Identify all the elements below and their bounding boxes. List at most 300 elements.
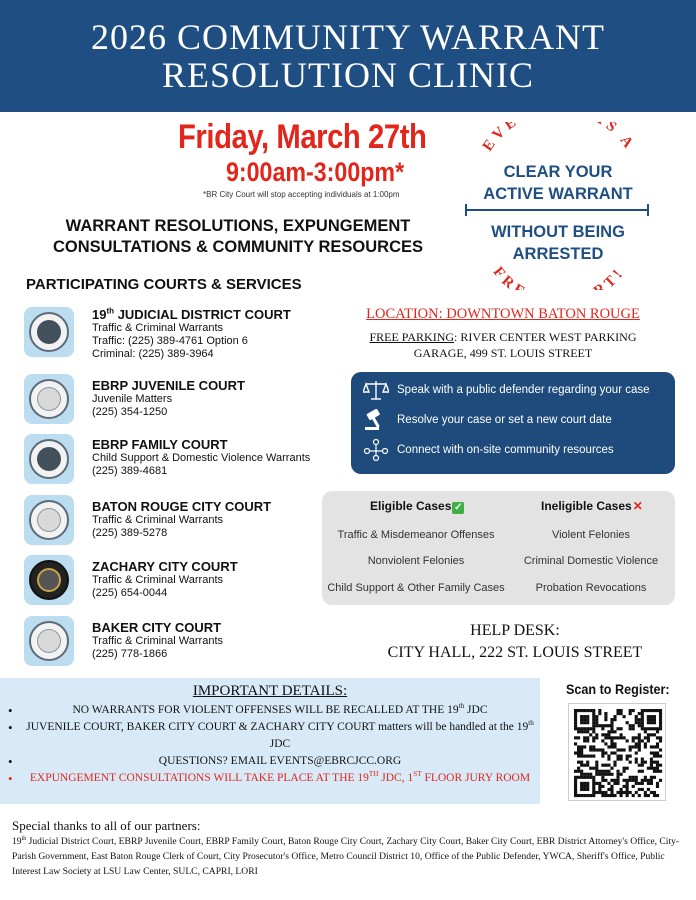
detail-item: • NO WARRANTS FOR VIOLENT OFFENSES WILL BE RECALLED AT THE 19th JDC xyxy=(8,702,534,719)
qr-module xyxy=(641,782,644,785)
details-list xyxy=(8,702,534,787)
zachary-seal-icon xyxy=(24,555,74,605)
qr-module xyxy=(589,745,592,748)
location-title: LOCATION: DOWNTOWN BATON ROUGE xyxy=(366,306,640,322)
qr-module xyxy=(620,727,623,730)
gavel-icon xyxy=(361,408,391,432)
qr-module xyxy=(616,712,619,715)
qr-module xyxy=(620,773,623,776)
qr-module xyxy=(632,794,635,797)
qr-module xyxy=(592,755,595,758)
help-desk-address: CITY HALL, 222 ST. LOUIS STREET xyxy=(387,644,643,661)
qr-module xyxy=(650,751,653,754)
court-phone: (225) 654-0044 xyxy=(92,587,168,599)
qr-module xyxy=(574,791,577,794)
qr-module xyxy=(583,764,586,767)
qr-module xyxy=(613,736,616,739)
ineligible-case: Criminal Domestic Violence xyxy=(523,555,659,567)
cases-panel xyxy=(322,491,675,605)
court-line: Traffic & Criminal Warrants xyxy=(92,514,224,526)
courts-heading: PARTICIPATING COURTS & SERVICES xyxy=(26,276,302,293)
qr-module xyxy=(610,730,613,733)
qr-module xyxy=(586,755,589,758)
qr-module xyxy=(656,770,659,773)
ineligible-case: Violent Felonies xyxy=(551,529,631,541)
qr-module xyxy=(629,727,632,730)
qr-module xyxy=(610,718,613,721)
qr-module xyxy=(644,742,647,745)
qr-module xyxy=(595,736,598,739)
qr-module xyxy=(604,733,607,736)
qr-module xyxy=(598,724,601,727)
qr-module xyxy=(613,730,616,733)
qr-module xyxy=(580,755,583,758)
badge-arc-bottom: FR RT! xyxy=(489,264,629,290)
qr-module xyxy=(586,739,589,742)
qr-module xyxy=(574,776,577,779)
service-item: Speak with a public defender regarding your case xyxy=(361,378,650,402)
qr-module xyxy=(623,748,626,751)
qr-module xyxy=(623,736,626,739)
qr-module xyxy=(632,776,635,779)
qr-module xyxy=(626,794,629,797)
qr-module xyxy=(580,727,583,730)
qr-module xyxy=(607,733,610,736)
qr-module xyxy=(656,767,659,770)
court-line: Traffic & Criminal Warrants xyxy=(92,322,224,334)
qr-module xyxy=(574,742,577,745)
qr-module xyxy=(656,742,659,745)
qr-module xyxy=(644,727,647,730)
qr-module xyxy=(626,758,629,761)
qr-module xyxy=(592,748,595,751)
qr-module xyxy=(574,785,577,788)
qr-module xyxy=(610,739,613,742)
qr-module xyxy=(653,709,656,712)
qr-module xyxy=(638,739,641,742)
qr-module xyxy=(586,785,589,788)
qr-module xyxy=(583,727,586,730)
qr-module xyxy=(586,773,589,776)
qr-module xyxy=(629,712,632,715)
qr-module xyxy=(610,788,613,791)
qr-module xyxy=(577,736,580,739)
qr-module xyxy=(601,776,604,779)
qr-module xyxy=(659,755,662,758)
qr-module xyxy=(574,751,577,754)
qr-module xyxy=(635,721,638,724)
services-headline xyxy=(18,216,458,258)
parking-info: FREE PARKING: RIVER CENTER WEST PARKING GARAGE, 499 ST. LOUIS STREET xyxy=(369,330,637,360)
qr-module xyxy=(653,745,656,748)
qr-module xyxy=(589,755,592,758)
qr-module xyxy=(610,721,613,724)
qr-module xyxy=(659,770,662,773)
qr-module xyxy=(574,724,577,727)
service-item: Connect with on-site community resources xyxy=(361,438,614,462)
qr-module xyxy=(610,745,613,748)
qr-module xyxy=(641,727,644,730)
qr-module xyxy=(644,761,647,764)
qr-module xyxy=(592,721,595,724)
qr-module xyxy=(653,761,656,764)
qr-module xyxy=(607,764,610,767)
qr-module xyxy=(604,715,607,718)
green-check-icon: ✓ xyxy=(454,502,463,513)
qr-module xyxy=(629,779,632,782)
qr-module xyxy=(653,721,656,724)
qr-module xyxy=(653,755,656,758)
qr-module xyxy=(644,791,647,794)
qr-module xyxy=(656,782,659,785)
qr-module xyxy=(620,788,623,791)
qr-module xyxy=(626,767,629,770)
qr-module xyxy=(580,718,583,721)
qr-module xyxy=(595,761,598,764)
qr-module xyxy=(647,736,650,739)
qr-module xyxy=(638,745,641,748)
qr-module xyxy=(616,791,619,794)
qr-module xyxy=(635,745,638,748)
qr-module xyxy=(644,794,647,797)
qr-module xyxy=(653,718,656,721)
qr-module xyxy=(638,733,641,736)
qr-module xyxy=(595,791,598,794)
qr-module xyxy=(586,718,589,721)
qr-module xyxy=(574,709,577,712)
qr-module xyxy=(577,730,580,733)
detail-item-email: • QUESTIONS? EMAIL EVENTS@EBRCJCC.ORG xyxy=(8,753,534,770)
qr-module xyxy=(592,712,595,715)
qr-module xyxy=(635,715,638,718)
qr-module xyxy=(644,745,647,748)
qr-module xyxy=(577,770,580,773)
qr-module xyxy=(616,755,619,758)
qr-module xyxy=(601,773,604,776)
qr-module xyxy=(638,788,641,791)
qr-module xyxy=(623,715,626,718)
event-time: 9:00am-3:00pm* xyxy=(226,157,405,187)
qr-module xyxy=(607,782,610,785)
qr-module xyxy=(592,782,595,785)
qr-module xyxy=(610,727,613,730)
louisiana-seal-icon xyxy=(24,434,74,484)
qr-module xyxy=(580,709,583,712)
qr-module xyxy=(607,773,610,776)
qr-module xyxy=(580,776,583,779)
qr-module xyxy=(583,776,586,779)
qr-module xyxy=(641,718,644,721)
qr-module xyxy=(577,761,580,764)
qr-module xyxy=(659,779,662,782)
qr-module xyxy=(626,779,629,782)
qr-module xyxy=(583,788,586,791)
qr-module xyxy=(659,718,662,721)
qr-module xyxy=(601,794,604,797)
qr-module xyxy=(613,794,616,797)
qr-module xyxy=(586,727,589,730)
qr-module xyxy=(656,755,659,758)
qr-module xyxy=(574,721,577,724)
qr-module xyxy=(616,748,619,751)
qr-module xyxy=(620,712,623,715)
qr-module xyxy=(607,724,610,727)
qr-module xyxy=(580,764,583,767)
qr-module xyxy=(604,770,607,773)
court-phone: (225) 389-4681 xyxy=(92,465,168,477)
qr-module xyxy=(613,761,616,764)
qr-module xyxy=(650,727,653,730)
qr-module xyxy=(638,794,641,797)
qr-module xyxy=(626,782,629,785)
details-heading: IMPORTANT DETAILS: xyxy=(192,683,348,699)
qr-module xyxy=(641,779,644,782)
qr-module xyxy=(653,767,656,770)
qr-module xyxy=(610,785,613,788)
qr-module xyxy=(607,770,610,773)
qr-module xyxy=(580,782,583,785)
qr-module xyxy=(601,785,604,788)
qr-module xyxy=(650,758,653,761)
qr-module xyxy=(586,736,589,739)
qr-module xyxy=(604,779,607,782)
qr-module xyxy=(604,718,607,721)
qr-module xyxy=(620,758,623,761)
qr-module xyxy=(586,761,589,764)
qr-module xyxy=(595,764,598,767)
qr-module xyxy=(610,794,613,797)
event-date: Friday, March 27th xyxy=(178,118,427,156)
qr-module xyxy=(659,715,662,718)
qr-module xyxy=(598,770,601,773)
qr-module xyxy=(583,709,586,712)
qr-module xyxy=(650,745,653,748)
qr-module xyxy=(638,742,641,745)
qr-module xyxy=(595,782,598,785)
qr-module xyxy=(574,712,577,715)
qr-module xyxy=(629,724,632,727)
qr-module xyxy=(616,709,619,712)
qr-module xyxy=(626,755,629,758)
service-item: Resolve your case or set a new court date xyxy=(361,408,612,432)
qr-module xyxy=(595,773,598,776)
qr-module xyxy=(589,727,592,730)
qr-module xyxy=(644,779,647,782)
qr-module xyxy=(574,794,577,797)
qr-module xyxy=(650,721,653,724)
qr-module xyxy=(638,748,641,751)
qr-module xyxy=(583,773,586,776)
registration-qr-code[interactable] xyxy=(568,703,666,801)
qr-module xyxy=(607,745,610,748)
juvenile-court-seal-icon xyxy=(24,374,74,424)
qr-module xyxy=(632,779,635,782)
qr-module xyxy=(620,733,623,736)
louisiana-seal-icon xyxy=(24,307,74,357)
qr-module xyxy=(635,736,638,739)
important-details xyxy=(0,678,540,804)
qr-module xyxy=(592,785,595,788)
qr-module xyxy=(586,776,589,779)
qr-module xyxy=(613,715,616,718)
qr-module xyxy=(647,779,650,782)
qr-module xyxy=(656,764,659,767)
qr-module xyxy=(629,745,632,748)
qr-module xyxy=(580,715,583,718)
qr-module xyxy=(641,709,644,712)
community-network-icon xyxy=(361,438,391,462)
qr-module xyxy=(583,782,586,785)
qr-module xyxy=(580,788,583,791)
eligible-heading: Eligible Cases ✓ xyxy=(370,499,463,513)
qr-module xyxy=(574,736,577,739)
qr-module xyxy=(595,770,598,773)
court-name: BATON ROUGE CITY COURT xyxy=(92,499,272,514)
qr-module xyxy=(583,755,586,758)
court-phone: (225) 389-5278 xyxy=(92,527,168,539)
qr-module xyxy=(632,739,635,742)
qr-module xyxy=(592,779,595,782)
qr-module xyxy=(601,764,604,767)
qr-module xyxy=(647,782,650,785)
qr-module xyxy=(577,755,580,758)
qr-module xyxy=(580,794,583,797)
qr-module xyxy=(626,785,629,788)
qr-module xyxy=(653,727,656,730)
qr-module xyxy=(577,748,580,751)
qr-module xyxy=(653,733,656,736)
qr-module xyxy=(629,761,632,764)
qr-module xyxy=(610,791,613,794)
qr-module xyxy=(604,724,607,727)
qr-module xyxy=(647,721,650,724)
qr-module xyxy=(650,709,653,712)
qr-module xyxy=(641,764,644,767)
qr-module xyxy=(650,782,653,785)
qr-module xyxy=(580,730,583,733)
qr-module xyxy=(598,782,601,785)
qr-module xyxy=(641,712,644,715)
qr-module xyxy=(598,785,601,788)
qr-module xyxy=(589,733,592,736)
qr-module xyxy=(659,721,662,724)
qr-module xyxy=(574,782,577,785)
qr-module xyxy=(586,721,589,724)
qr-module xyxy=(650,767,653,770)
qr-module xyxy=(583,785,586,788)
qr-module xyxy=(601,724,604,727)
qr-module xyxy=(574,770,577,773)
court-line: Juvenile Matters xyxy=(92,393,173,405)
qr-module xyxy=(598,709,601,712)
qr-module xyxy=(647,733,650,736)
qr-module xyxy=(616,758,619,761)
qr-module xyxy=(610,779,613,782)
qr-module xyxy=(595,724,598,727)
qr-module xyxy=(598,791,601,794)
qr-module xyxy=(592,745,595,748)
ineligible-case: Probation Revocations xyxy=(535,582,647,594)
qr-module xyxy=(656,727,659,730)
qr-module xyxy=(653,715,656,718)
qr-module xyxy=(595,721,598,724)
qr-module xyxy=(623,770,626,773)
qr-module xyxy=(616,770,619,773)
qr-module xyxy=(656,785,659,788)
thanks-heading: Special thanks to all of our partners: xyxy=(12,818,201,833)
red-x-icon: ✕ xyxy=(632,499,643,513)
qr-module xyxy=(577,727,580,730)
qr-module xyxy=(595,718,598,721)
qr-module xyxy=(641,721,644,724)
city-seal-icon xyxy=(24,495,74,545)
qr-module xyxy=(589,794,592,797)
qr-module xyxy=(613,718,616,721)
qr-module xyxy=(647,767,650,770)
qr-module xyxy=(656,736,659,739)
qr-module xyxy=(638,724,641,727)
qr-module xyxy=(650,733,653,736)
baker-seal-icon xyxy=(24,616,74,666)
qr-module xyxy=(656,751,659,754)
qr-module xyxy=(574,718,577,721)
qr-module xyxy=(592,709,595,712)
qr-module xyxy=(653,776,656,779)
court-phone: Criminal: (225) 389-3964 xyxy=(92,348,214,360)
qr-module xyxy=(641,761,644,764)
qr-module xyxy=(583,736,586,739)
court-phone: (225) 778-1866 xyxy=(92,648,168,660)
qr-module xyxy=(604,764,607,767)
qr-module xyxy=(659,727,662,730)
qr-module xyxy=(610,773,613,776)
qr-module xyxy=(638,736,641,739)
badge-line-4: ARRESTED xyxy=(512,245,604,263)
qr-module xyxy=(607,794,610,797)
qr-module xyxy=(644,730,647,733)
qr-module xyxy=(601,739,604,742)
qr-module xyxy=(623,791,626,794)
qr-module xyxy=(583,739,586,742)
ineligible-heading: Ineligible Cases✕ xyxy=(541,499,643,513)
qr-module xyxy=(601,791,604,794)
qr-module xyxy=(647,709,650,712)
qr-module xyxy=(653,791,656,794)
qr-module xyxy=(592,724,595,727)
qr-module xyxy=(623,767,626,770)
qr-module xyxy=(626,788,629,791)
qr-module xyxy=(635,718,638,721)
qr-module xyxy=(592,727,595,730)
qr-module xyxy=(629,709,632,712)
qr-module xyxy=(598,788,601,791)
qr-module xyxy=(583,730,586,733)
qr-module xyxy=(613,782,616,785)
qr-module xyxy=(656,761,659,764)
qr-module xyxy=(620,794,623,797)
qr-module xyxy=(610,751,613,754)
qr-module xyxy=(635,776,638,779)
qr-module xyxy=(650,776,653,779)
qr-module xyxy=(613,745,616,748)
qr-module xyxy=(598,748,601,751)
qr-module xyxy=(607,730,610,733)
qr-module xyxy=(653,751,656,754)
title-line-2: RESOLUTION CLINIC xyxy=(162,55,534,95)
qr-module xyxy=(641,788,644,791)
qr-module xyxy=(604,751,607,754)
detail-item: • JUVENILE COURT, BAKER CITY COURT & ZACHARY CITY COURT matters will be handled at the 19th JDC xyxy=(8,719,534,753)
